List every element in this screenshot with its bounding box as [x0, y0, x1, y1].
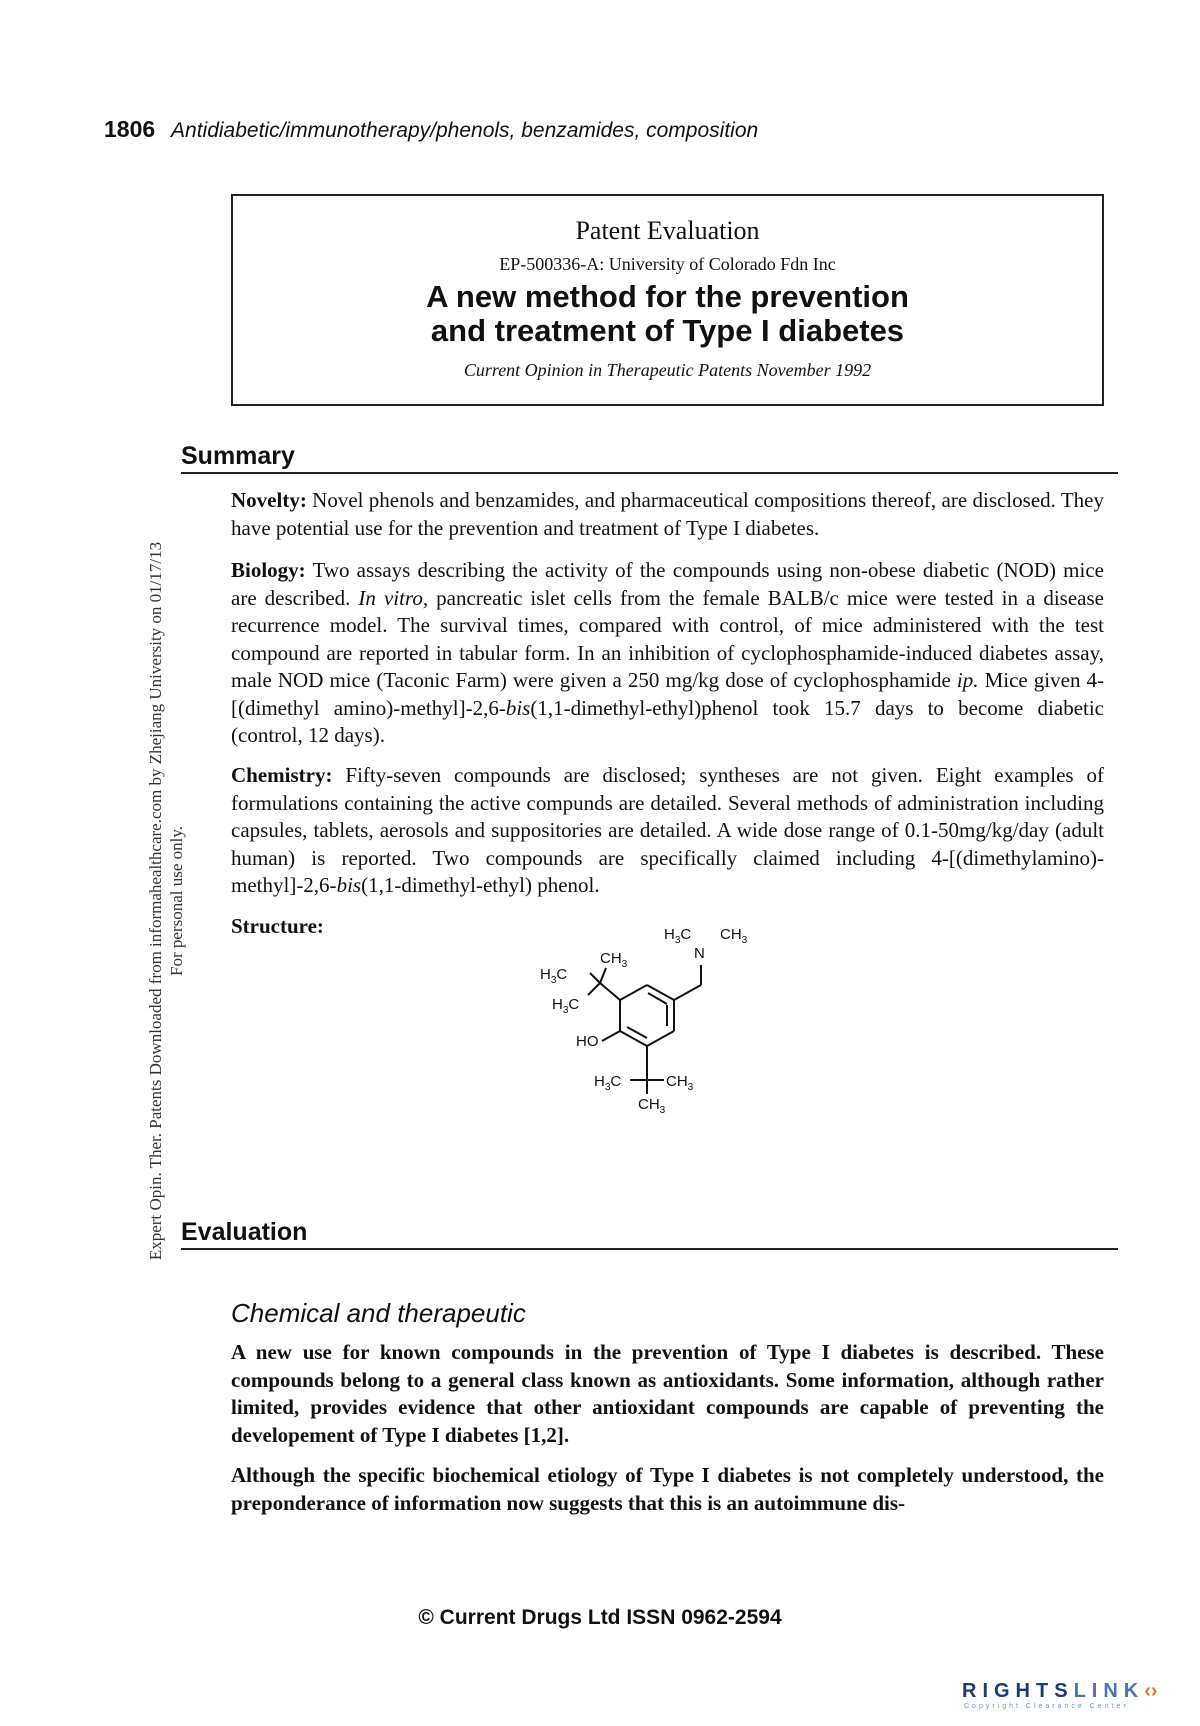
- ch2-bond: [674, 985, 701, 1000]
- rightslink-logo[interactable]: [962, 1680, 1158, 1703]
- biology-text-2: pancreatic islet cells from the female BALB/c mice were tested in a disease recurrence model. The survival times, compared with control, of mice administered with the test compound are reported in tabular form. In an inhibition of cyclophosphamide-induced diabetes assay, male NOD mice (Taconic Farm) were given a 250 mg/kg dose of cyclophosphamide: [231, 585, 1104, 692]
- structure-label: Structure:: [231, 914, 324, 938]
- atom-ch3-bottom: $CH_3$: [638, 1096, 666, 1116]
- running-title: Antidiabetic/immunotherapy/phenols, benzamides, composition: [171, 119, 759, 142]
- evaluation-heading: Evaluation: [181, 1218, 308, 1246]
- biology-label: Biology:: [231, 558, 306, 582]
- evaluation-rule: [181, 1248, 1118, 1250]
- running-head: [104, 116, 758, 143]
- atom-ch3-top: $CH_3$: [720, 926, 748, 946]
- source-citation: Current Opinion in Therapeutic Patents November 1992: [463, 360, 872, 380]
- page-number: 1806: [104, 116, 156, 142]
- atom-h3c-upper: $H_3C$: [540, 966, 568, 986]
- side-note: [145, 401, 191, 1401]
- ring-bond-4: [620, 1031, 647, 1046]
- chemistry-text-1: Fifty-seven compounds are disclosed; syntheses are not given. Eight examples of formulations containing the active compunds are detailed. Several methods of administration including capsules, tablets, aerosols and suppositories are detailed. A wide dose range of 0.1-50mg/kg/day (adult human) is reported. Two compounds are specifically claimed including 4-[(dimethylamino)-methyl]-2,6-: [231, 763, 1104, 897]
- tbu1-me1: [590, 973, 600, 983]
- footer-copyright: © Current Drugs Ltd ISSN 0962-2594: [418, 1606, 782, 1629]
- article-title-line1: A new method for the prevention: [426, 279, 909, 314]
- ring-bond-1: [647, 985, 674, 1000]
- tbu1-bond: [600, 983, 620, 1000]
- evaluation-paragraph-1: A new use for known compounds in the prevention of Type I diabetes is described. These compounds belong to a general class known as antioxidants. Some information, although rather limited, provides evidence that other antioxidant compounds are capable of preventing the developement of Type I diabetes [1,2].: [231, 1340, 1104, 1447]
- patent-evaluation-box: [231, 194, 1104, 406]
- patent-number: EP-500336-A: University of Colorado Fdn Inc: [499, 254, 836, 274]
- biology-italic-1: In vitro,: [358, 585, 429, 610]
- biology-italic-2: ip.: [956, 668, 979, 692]
- rightslink-part1: RIGHTS: [962, 1680, 1074, 1702]
- article-title-line2: and treatment of Type I diabetes: [430, 313, 905, 348]
- atom-h3c-top: $H_3C$: [664, 926, 692, 946]
- rightslink-subtitle: Copyright Clearance Center: [964, 1703, 1129, 1710]
- atom-h3c-middle: $H_3C$: [552, 996, 580, 1016]
- ring-bond-6: [620, 985, 647, 1000]
- novelty-label: Novelty:: [231, 488, 307, 512]
- tbu1-me3: [588, 983, 600, 995]
- atom-ch3-upper: $CH_3$: [600, 950, 628, 970]
- biology-text-1: Two assays describing the activity of the compounds using non-obese diabetic (NOD) mice are described.: [231, 558, 1104, 610]
- evaluation-paragraph-2: Although the specific biochemical etiology of Type I diabetes is not completely understood, the preponderance of information now suggests that this is an autoimmune dis-: [231, 1463, 1104, 1515]
- summary-rule: [181, 472, 1118, 474]
- oh-bond: [602, 1031, 620, 1041]
- chemistry-paragraph: [231, 762, 1104, 900]
- summary-heading: Summary: [181, 442, 295, 470]
- novelty-text: Novel phenols and benzamides, and pharmaceutical compositions thereof, are disclosed. They have potential use for the prevention and treatment of Type I diabetes.: [231, 488, 1104, 540]
- tbu1-me2: [600, 968, 606, 983]
- chemistry-italic: bis: [336, 873, 362, 897]
- subsection-title: Chemical and therapeutic: [231, 1298, 526, 1328]
- novelty-paragraph: [231, 487, 1104, 542]
- side-note-line2: For personal use only.: [167, 826, 186, 976]
- atom-n: N: [694, 945, 705, 962]
- biology-paragraph: [231, 557, 1104, 750]
- rightslink-part2: LINK: [1073, 1680, 1145, 1702]
- chemistry-text-2: (1,1-dimethyl-ethyl) phenol.: [361, 873, 600, 897]
- atom-ch3-right: $CH_3$: [666, 1073, 694, 1093]
- atom-h3c-lower: $H_3C$: [594, 1073, 622, 1093]
- rightslink-arrows-icon: ‹›: [1144, 1680, 1158, 1702]
- article-title: [233, 280, 1102, 348]
- biology-text-3: Mice given 4-[(dimethyl amino)-methyl]-2,6-: [231, 668, 1105, 720]
- structure-labels: [540, 926, 748, 1116]
- side-note-line1: Expert Opin. Ther. Patents Downloaded from informahealthcare.com by Zhejiang University on 01/17/13: [146, 541, 165, 1261]
- biology-italic-3: bis: [505, 695, 531, 720]
- box-kicker: Patent Evaluation: [575, 216, 760, 245]
- chemistry-label: Chemistry:: [231, 763, 333, 787]
- ring-bond-3: [647, 1031, 674, 1046]
- biology-text-4: (1,1-dimethyl-ethyl)phenol took 15.7 days to become diabetic (control, 12 days).: [231, 695, 1104, 747]
- chemical-structure: [540, 926, 770, 1170]
- atom-ho: HO: [576, 1033, 599, 1050]
